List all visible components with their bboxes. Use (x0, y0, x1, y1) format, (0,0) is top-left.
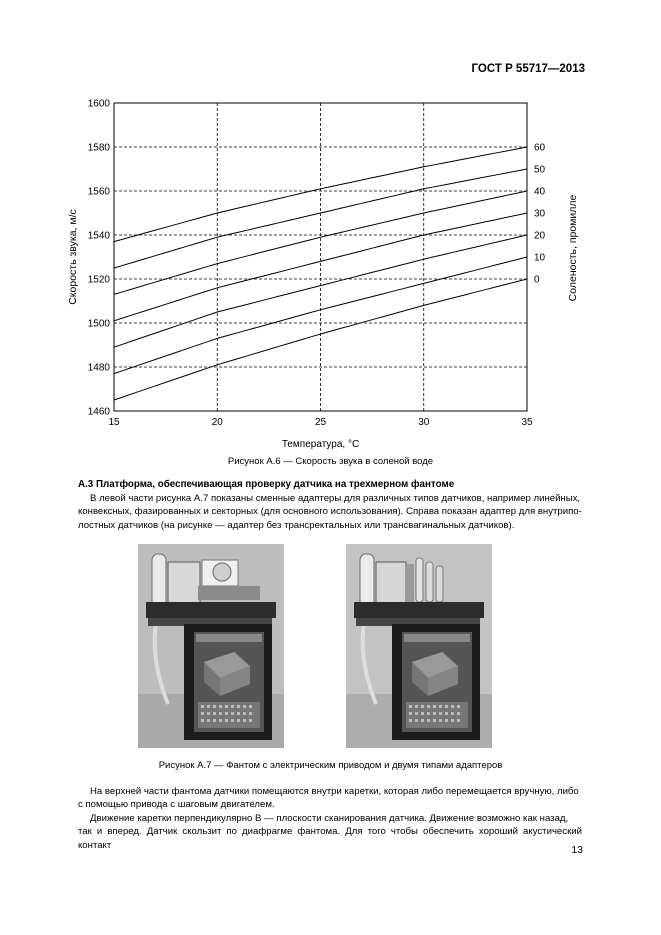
paragraph-2-line: с помощью привода с шаговым двигателем. (78, 799, 275, 811)
paragraph-3-line: так и вперед. Датчик скользит по диафрагме фантома. Для того чтобы обеспечить хороший акустический контакт (78, 826, 582, 851)
y-tick-label: 1460 (87, 406, 110, 418)
phantom-photo-left (138, 544, 284, 748)
y-tick-label: 1560 (87, 186, 110, 198)
paragraph-3-line: Движение каретки перпендикулярно B — плоскости сканирования датчика. Движение возможно как назад, (90, 813, 569, 824)
paragraph-1-line: конвексных, фазированных и секторных (для основного использования). Справа показан адаптер для внутрипо- (78, 506, 582, 518)
series-label: 20 (534, 230, 546, 242)
paragraph-2-line: На верхней части фантома датчики помещаются внутри каретки, которая либо перемещается вручную, либо (90, 786, 579, 797)
paragraph-1 (78, 492, 582, 532)
figure-a6-caption: Рисунок А.6 — Скорость звука в соленой воде (227, 456, 434, 467)
x-tick-label: 20 (211, 417, 223, 428)
page-number: 13 (571, 844, 583, 856)
x-tick-label: 15 (108, 417, 120, 428)
series-label: 0 (534, 274, 540, 286)
paragraph-1-line: лостных датчиков (на рисунке — адаптер без трансректальных или трансвагинальных датчиков). (78, 519, 515, 531)
series-label: 30 (534, 208, 546, 220)
series-label: 50 (534, 164, 546, 176)
x-tick-label: 25 (314, 417, 327, 428)
series-label: 40 (534, 186, 546, 198)
series-label: 10 (534, 252, 546, 264)
document-code: ГОСТ Р 55717—2013 (471, 63, 585, 75)
paragraph-1-line: В левой части рисунка А.7 показаны сменные адаптеры для различных типов датчиков, например линейных, (90, 493, 581, 504)
y-tick-label: 1500 (87, 318, 110, 330)
secondary-axis-title: Соленость, промилле (567, 194, 579, 302)
paragraph-3 (78, 812, 582, 852)
sound-speed-chart (50, 92, 590, 450)
y-tick-label: 1520 (87, 274, 110, 286)
figure-a7-caption: Рисунок А.7 — Фантом с электрическим приводом и двумя типами адаптеров (158, 760, 503, 771)
y-tick-label: 1480 (87, 362, 110, 374)
series-label: 60 (534, 142, 546, 154)
section-title: А.3 Платформа, обеспечивающая проверку датчика на трехмерном фантоме (78, 479, 455, 490)
x-axis-title: Температура, °С (281, 439, 360, 450)
y-tick-label: 1580 (87, 142, 110, 154)
x-tick-label: 35 (521, 417, 533, 428)
phantom-photo-right (346, 544, 492, 748)
x-tick-label: 30 (418, 417, 430, 428)
y-axis-title: Скорость звука, м/с (67, 209, 79, 305)
paragraph-2 (78, 785, 582, 812)
y-tick-label: 1600 (87, 98, 110, 110)
y-tick-label: 1540 (87, 230, 110, 242)
